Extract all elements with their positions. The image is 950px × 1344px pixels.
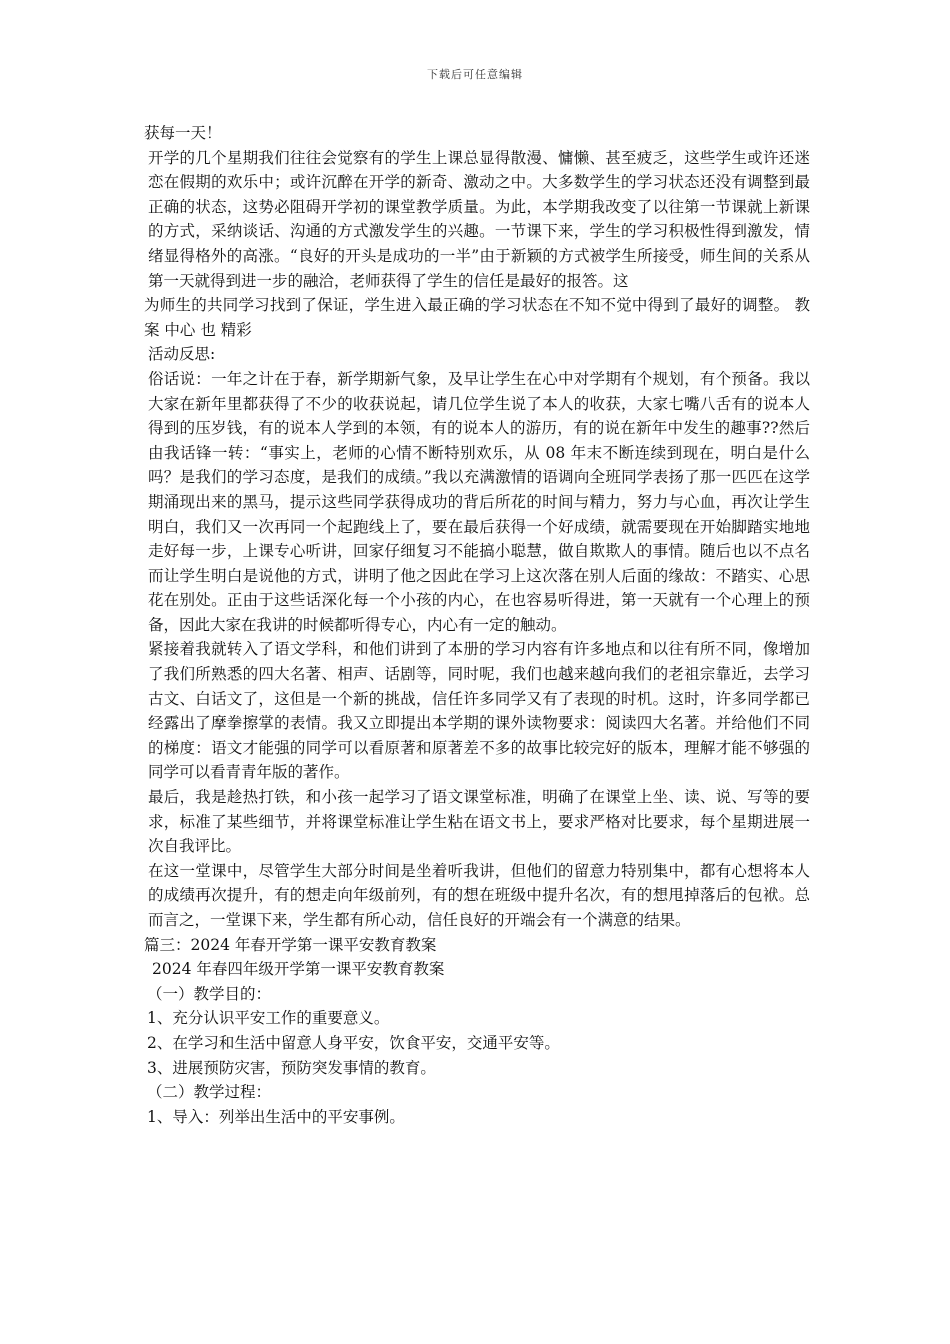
goal-item-3: 3、进展预防灾害，预防突发事情的教育。	[147, 1058, 436, 1077]
teaching-process-heading: （二）教学过程：	[147, 1083, 272, 1102]
section-label-reflection: 活动反思:	[148, 345, 216, 364]
document-body	[144, 121, 810, 1129]
page-header: 下载后可任意编辑	[427, 68, 523, 81]
process-item-1: 1、导入：列举出生活中的平安事例。	[147, 1107, 405, 1126]
paragraph-2: 开学的几个星期我们往往会觉察有的学生上课总显得散漫、慵懒、甚至疲乏，这些学生或许还迷恋在假期的欢乐中；或许沉醉在开学的新奇、激动之中。大多数学生的学习状态还没有调整到最正确的状态，这势必阻碍开学初的课堂教学质量。为此，本学期我改变了以往第一节课就上新课的方式，采纳谈话、沟通的方式激发学生的兴趣。一节课下来，学生的学习积极性得到激发，情绪显得格外的高涨。“良好的开头是成功的一半”由于新颖的方式被学生所接受，师生间的关系从第一天就得到进一步的融洽，老师获得了学生的信任是最好的报答。这	[148, 148, 810, 290]
lesson-plan-title: 2024 年春四年级开学第一课平安教育教案	[152, 960, 445, 979]
paragraph-1: 获每一天！	[144, 124, 222, 142]
goal-item-2: 2、在学习和生活中留意人身平安，饮食平安，交通平安等。	[147, 1033, 560, 1052]
paragraph-8: 在这一堂课中，尽管学生大部分时间是坐着听我讲，但他们的留意力特别集中，都有心想将本人的成绩再次提升，有的想走向年级前列，有的想在班级中提升名次，有的想甩掉落后的包袱。总而言之，一堂课下来，学生都有所心动，信任良好的开端会有一个满意的结果。	[148, 861, 810, 929]
paragraph-3: 为师生的共同学习找到了保证，学生进入最正确的学习状态在不知不觉中得到了最好的调整。 教 案 中心 也 精彩	[144, 296, 810, 339]
section-heading-part3: 篇三：2024 年春开学第一课平安教育教案	[144, 935, 437, 954]
paragraph-6: 紧接着我就转入了语文学科，和他们讲到了本册的学习内容有许多地点和以往有所不同，像增加了我们所熟悉的四大名著、相声、话剧等，同时呢，我们也越来越向我们的老祖宗靠近，去学习古文、白话文了，这但是一个新的挑战，信任许多同学又有了表现的时机。这时，许多同学都已经露出了摩拳擦掌的表情。我又立即提出本学期的课外读物要求：阅读四大名著。并给他们不同的梯度：语文才能强的同学可以看原著和原著差不多的故事比较完好的版本，理解才能不够强的同学可以看青青年版的著作。	[148, 640, 810, 782]
paragraph-5: 俗话说：一年之计在于春，新学期新气象，及早让学生在心中对学期有个规划，有个预备。我以大家在新年里都获得了不少的收获说起，请几位学生说了本人的收获，大家七嘴八舌有的说本人得到的压岁钱，有的说本人学到的本领，有的说本人的游历，有的说在新年中发生的趣事??然后由我话锋一转：“事实上，老师的心情不断特别欢乐，从 08 年末不断连续到现在，明白是什么吗？是我们的学习态度，是我们的成绩。”我以充满激情的语调向全班同学表扬了那一匹匹在这学期涌现出来的黑马，提示这些同学获得成功的背后所花的时间与精力，努力与心血，再次让学生明白，我们又一次再同一个起跑线上了，要在最后获得一个好成绩，就需要现在开始脚踏实地地走好每一步，上课专心听讲，回家仔细复习不能搞小聪慧，做自欺欺人的事情。随后也以不点名而让学生明白是说他的方式，讲明了他之因此在学习上这次落在别人后面的缘故：不踏实、心思花在别处。正由于这些话深化每一个小孩的内心，在也容易听得进，第一天就有一个心理上的预备，因此大家在我讲的时候都听得专心，内心有一定的触动。	[148, 369, 810, 634]
goal-item-1: 1、充分认识平安工作的重要意义。	[147, 1009, 390, 1028]
teaching-goals-heading: （一）教学目的：	[147, 984, 272, 1003]
paragraph-7: 最后，我是趁热打铁，和小孩一起学习了语文课堂标准，明确了在课堂上坐、读、说、写等的要求，标准了某些细节，并将课堂标准让学生粘在语文书上，要求严格对比要求，每个星期进展一次自我评比。	[148, 788, 810, 856]
